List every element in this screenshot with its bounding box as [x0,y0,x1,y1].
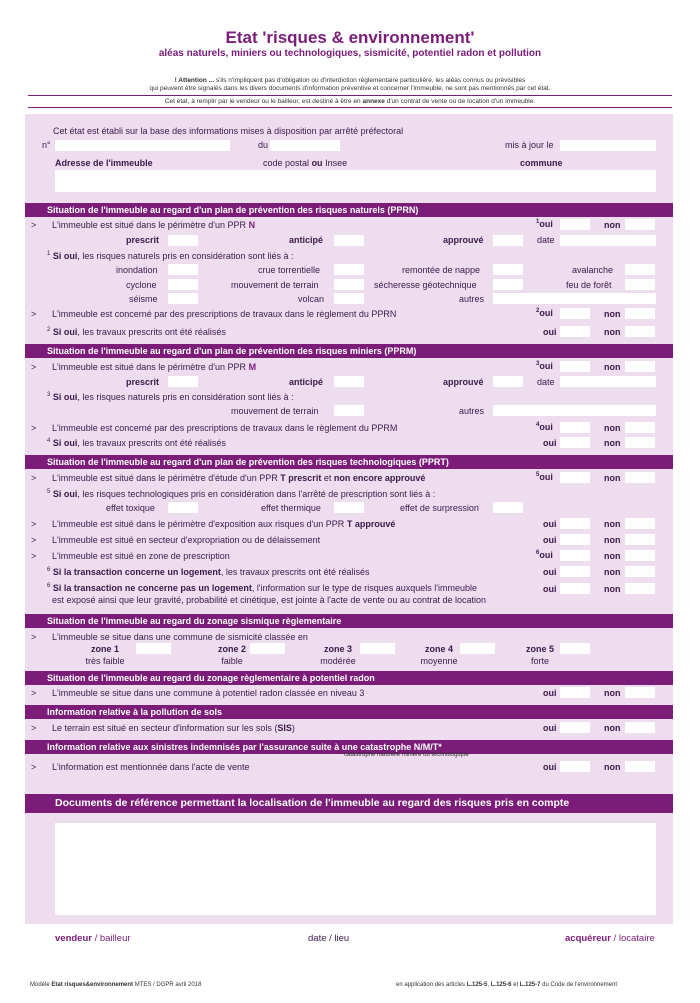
arrete-number-field[interactable] [55,140,230,151]
pprn-si-oui-label: Si oui [52,251,78,261]
pprm-risk-mouvement-box[interactable] [334,405,364,416]
risk-mouvement: mouvement de terrain [231,280,319,290]
zone-3-level: modérée [320,656,356,666]
pprt-q1-oui [536,472,553,482]
pprn-anticipe: anticipé [289,235,324,245]
pprn-q2-marker: > [31,309,37,319]
risk-avalanche-box[interactable] [625,264,655,275]
cp-ou: ou [311,158,323,168]
pprm-prescrit-box[interactable] [168,376,198,387]
pprt-si-oui [47,489,435,499]
divider-bottom [28,107,672,108]
radon-marker: > [31,688,37,698]
pprm-q1-oui-box[interactable] [560,361,590,372]
sinistres-heading: Information relative aux sinistres indemnisés par l'assurance suite à une catastrophe N/M/T* [25,740,673,754]
footer-art3: L.125-7 [519,982,541,988]
pprm-risk-mouvement: mouvement de terrain [231,406,319,416]
pprm-q3-text: , les travaux prescrits ont été réalisés [77,438,226,448]
pprm-q1-non-box[interactable] [625,361,655,372]
risk-avalanche: avalanche [572,265,614,275]
signature-acquereur-label: acquéreur [565,933,611,944]
pprt-q6-non: non [604,584,621,594]
radon-non: non [604,688,621,698]
pprt-q1-non-box[interactable] [625,472,655,483]
pprn-q3-non-box[interactable] [625,326,655,337]
maj-date-field[interactable] [560,140,656,151]
risk-autres-field[interactable] [493,293,656,304]
pprn-si-oui-text: , les risques naturels pris en considération sont liés à : [77,251,294,261]
zone-4-box[interactable] [460,643,495,654]
sols-oui-box[interactable] [560,722,590,733]
pprn-heading: Situation de l'immeuble au regard d'un plan de prévention des risques naturels (PPRN) [25,203,673,217]
pprt-q2 [52,519,395,529]
pprn-approuve-box[interactable] [493,235,523,246]
pprt-q5-non-box[interactable] [625,566,655,577]
maj-label: mis à jour le [505,140,554,150]
pprn-q3-non: non [604,327,621,337]
etat-note-annexe: annexe [362,98,385,105]
footer-art2: L.125-6 [490,982,512,988]
risk-crue: crue torrentielle [258,265,321,275]
pprn-q1 [52,220,255,230]
commune-label: commune [520,158,563,168]
pprn-q1-text: L'immeuble est situé dans le périmètre d'un PPR [52,220,247,230]
pprm-q3-oui: oui [543,438,557,448]
pprt-q1-oui-box[interactable] [560,472,590,483]
cp-insee: Insee [325,158,348,168]
signature-vendeur [55,933,131,944]
pprm-q2-note: 4 [536,422,540,428]
pprt-q4-oui [536,550,553,560]
risk-nappe: remontée de nappe [402,265,481,275]
risk-mouvement-box[interactable] [334,279,364,290]
pprn-q1-oui-text: oui [539,219,553,229]
pprt-q1-b: T prescrit [280,473,322,483]
sinistres-oui: oui [543,762,557,772]
pprt-q2-b: T approuvé [346,519,396,529]
pprt-q1-a: L'immeuble est situé dans le périmètre d'étude d'un PPR [52,473,278,483]
footer-et: et [513,982,519,988]
pprn-q3-bold: Si oui [52,327,78,337]
documents-heading: Documents de référence permettant la localisation de l'immeuble au regard des risques pris en compte [25,794,673,813]
pprt-q2-non: non [604,519,621,529]
etat-note-a: Cet état, à remplir par le vendeur ou le bailleur, est destiné à être en [164,98,361,105]
pprm-date-label: date [537,377,555,387]
pprn-si-oui-note: 1 [47,251,51,257]
pprm-q3-oui-box[interactable] [560,437,590,448]
signature-vendeur-label: vendeur [55,933,92,944]
risk-seisme: séisme [129,294,158,304]
pprt-q2-oui: oui [543,519,557,529]
zone-4: zone 4 [424,644,453,654]
pprm-date-field[interactable] [560,376,656,387]
pprm-risk-autres-field[interactable] [493,405,656,416]
adresse-field[interactable] [55,170,656,192]
cp-text: code postal [263,158,310,168]
pprm-q3-note: 4 [47,438,51,444]
arrete-date-field[interactable] [270,140,340,151]
pprm-risk-autres: autres [459,406,485,416]
attention-note [40,77,660,93]
pprn-q3 [47,327,226,337]
pprt-q3-non: non [604,535,621,545]
pprm-q1-note: 3 [536,361,540,367]
pprt-q5-bold: Si la transaction concerne un logement [52,567,221,577]
pprn-q1-letter: N [248,220,256,230]
zone-3-box[interactable] [360,643,395,654]
pprm-q2-oui-box[interactable] [560,422,590,433]
pprn-q2-oui-text: oui [539,308,553,318]
footer-left-c: MTES / DGPR avril 2018 [134,982,202,988]
footer-left [30,982,201,988]
risk-volcan: volcan [298,294,325,304]
zone-4-level: moyenne [420,656,458,666]
footer-right-a: en application des articles [396,982,466,988]
pprm-q1-oui [536,361,553,371]
pprt-risk-surpression: effet de surpression [400,503,479,513]
pprt-heading: Situation de l'immeuble au regard d'un plan de prévention des risques technologiques (PPRT) [25,455,673,469]
documents-field[interactable] [55,823,656,915]
sols-q-text: Le terrain est situé en secteur d'information sur les sols ( [52,723,278,733]
pprn-date-field[interactable] [560,235,656,246]
attention-label: ! Attention ... [174,77,215,84]
radon-oui-box[interactable] [560,687,590,698]
pprt-q3-oui: oui [543,535,557,545]
page-title: Etat 'risques & environnement' [225,28,475,47]
sismique-q: L'immeuble se situe dans une commune de sismicité classée en [52,632,308,642]
sols-q [52,723,295,733]
pprn-q2: L'immeuble est concerné par des prescriptions de travaux dans le règlement du PPRN [52,309,397,319]
pprm-si-oui-label: Si oui [52,392,78,402]
pprn-q3-text: , les travaux prescrits ont été réalisés [77,327,226,337]
pprm-q1-non: non [604,362,621,372]
zone-5-level: forte [530,656,549,666]
pprm-q1 [52,362,256,372]
pprn-prescrit: prescrit [126,235,160,245]
sinistres-oui-box[interactable] [560,761,590,772]
pprt-q2-marker: > [31,519,37,529]
sinistres-non-box[interactable] [625,761,655,772]
sinistres-marker: > [31,762,37,772]
footer-right-b: du Code de l'environnement [542,982,618,988]
pprt-q5-oui-box[interactable] [560,566,590,577]
pprt-si-oui-note: 5 [47,489,51,495]
pprt-q6-bold: Si la transaction ne concerne pas un logement [52,583,252,593]
pprm-si-oui-note: 3 [47,392,51,398]
pprm-q2-marker: > [31,423,37,433]
sinistres-q: L'information est mentionnée dans l'acte de vente [52,762,250,772]
pprn-q1-oui-box[interactable] [560,219,590,230]
pprt-q1 [52,473,425,483]
pprn-approuve: approuvé [443,235,484,245]
radon-q: L'immeuble se situe dans une commune à potentiel radon classée en niveau 3 [52,688,365,698]
arrete-number-label: n° [42,140,51,150]
footer-left-b: Etat risques&environnement [51,982,134,988]
pprt-q5-note: 6 [47,567,51,573]
zone-5: zone 5 [525,644,554,654]
pprt-q1-note: 5 [536,472,540,478]
risk-cyclone: cyclone [126,280,157,290]
etat-note-b: d'un contrat de vente ou de location d'un immeuble. [386,98,536,105]
pprt-risk-thermique: effet thermique [261,503,321,513]
pprt-risk-toxique-box[interactable] [168,502,198,513]
pprn-q3-oui-box[interactable] [560,326,590,337]
risk-inondation-box[interactable] [168,264,198,275]
risk-autres: autres [459,294,485,304]
sismique-marker: > [31,632,37,642]
pprn-prescrit-box[interactable] [168,235,198,246]
pprt-q6 [47,583,477,593]
pprt-q2-oui-box[interactable] [560,518,590,529]
risk-feu-box[interactable] [625,279,655,290]
risk-seisme-box[interactable] [168,293,198,304]
arrete-date-label: du [258,140,269,150]
adresse-label: Adresse de l'immeuble [55,158,153,168]
zone-2-level: faible [221,656,243,666]
zone-2: zone 2 [217,644,246,654]
sols-heading: Information relative à la pollution de sols [25,705,673,719]
pprn-q3-oui: oui [543,327,557,337]
cp-label [263,158,347,168]
risk-cyclone-box[interactable] [168,279,198,290]
zone-1-box[interactable] [136,643,171,654]
pprm-q1-oui-text: oui [539,361,553,371]
intro-line: Cet état est établi sur la base des informations mises à disposition par arrêté préfectoral [53,126,404,136]
signature-acquereur [565,933,655,944]
pprm-q3-bold: Si oui [52,438,78,448]
pprn-q1-note: 1 [536,219,540,225]
pprt-q4-marker: > [31,551,37,561]
pprt-q4-non-box[interactable] [625,550,655,561]
signature-date-lieu: date / lieu [308,933,350,944]
risk-volcan-box[interactable] [334,293,364,304]
footer-art1: L.125-5 [466,982,488,988]
pprn-q2-non-box[interactable] [625,308,655,319]
pprm-q2: L'immeuble est concerné par des prescriptions de travaux dans le règlement du PPRM [52,423,398,433]
page-subtitle: aléas naturels, miniers ou technologiques, sismicité, potentiel radon et pollution [158,48,542,59]
pprn-q1-non: non [604,220,621,230]
etat-note [0,98,700,105]
pprt-q4-oui-text: oui [539,550,553,560]
divider-top [28,95,672,96]
zone-1-level: très faible [85,656,125,666]
pprn-si-oui [47,251,293,261]
pprm-q3-non-box[interactable] [625,437,655,448]
radon-non-box[interactable] [625,687,655,698]
pprm-q1-letter: M [248,362,257,372]
pprt-q4: L'immeuble est situé en zone de prescription [52,551,230,561]
pprt-q2-a: L'immeuble est situé dans le périmètre d'exposition aux risques d'un PPR [52,519,345,529]
pprt-q1-d: non encore approuvé [333,473,426,483]
pprt-q3: L'immeuble est situé en secteur d'expropriation ou de délaissement [52,535,321,545]
pprt-q5 [47,567,369,577]
pprn-q2-oui [536,308,553,318]
pprn-date-label: date [537,235,555,245]
pprt-q2-non-box[interactable] [625,518,655,529]
footer-left-a: Modèle [30,982,50,988]
sinistres-non: non [604,762,621,772]
pprn-q3-note: 2 [47,327,51,333]
risk-nappe-box[interactable] [493,264,523,275]
pprt-q1-non: non [604,473,621,483]
pprt-risk-surpression-box[interactable] [493,502,523,513]
pprm-q3 [47,438,226,448]
pprt-q3-marker: > [31,535,37,545]
risk-inondation: inondation [116,265,158,275]
sols-oui: oui [543,723,557,733]
pprn-q1-oui [536,219,553,229]
pprm-q1-text: L'immeuble est situé dans le périmètre d'un PPR [52,362,247,372]
pprm-heading: Situation de l'immeuble au regard d'un plan de prévention des risques miniers (PPRM) [25,344,673,358]
pprt-q1-marker: > [31,473,37,483]
pprt-si-oui-text: , les risques technologiques pris en considération dans l'arrêté de prescription sont liés à : [77,489,436,499]
sols-sis: SIS [277,723,292,733]
pprn-q2-non: non [604,309,621,319]
pprt-q6-note: 6 [47,583,51,589]
sismique-heading: Situation de l'immeuble au regard du zonage sismique règlementaire [25,614,673,628]
pprt-q6-oui: oui [543,584,557,594]
pprt-q1-c: et [323,473,332,483]
signature-locataire-label: / locataire [613,933,655,944]
risk-secheresse: sécheresse géotechnique [374,280,477,290]
sinistres-note: * catastrophe naturelle minière ou technologique [340,752,469,758]
pprm-si-oui [47,392,293,402]
pprm-anticipe-box[interactable] [334,376,364,387]
pprt-q5-oui: oui [543,567,557,577]
sols-non: non [604,723,621,733]
pprt-q6-oui-box[interactable] [560,583,590,594]
pprn-q2-note: 2 [536,308,540,314]
sols-q-end: ) [291,723,295,733]
pprt-q4-non: non [604,551,621,561]
radon-oui: oui [543,688,557,698]
signature-bailleur-label: / bailleur [94,933,131,944]
pprn-q1-marker: > [31,220,37,230]
pprt-q6-text: , l'information sur le type de risques auxquels l'immeuble [251,583,477,593]
pprm-anticipe: anticipé [289,377,324,387]
zone-2-box[interactable] [250,643,285,654]
pprt-q6-non-box[interactable] [625,583,655,594]
pprm-q2-oui-text: oui [539,422,553,432]
pprt-q6-line2: est exposé ainsi que leur gravité, probabilité et cinétique, est jointe à l'acte de vente ou au contrat de location [52,595,486,605]
pprm-q2-non: non [604,423,621,433]
pprt-q3-non-box[interactable] [625,534,655,545]
pprm-q2-non-box[interactable] [625,422,655,433]
pprt-risk-thermique-box[interactable] [334,502,364,513]
pprt-q4-oui-box[interactable] [560,550,590,561]
radon-heading: Situation de l'immeuble au regard du zonage règlementaire à potentiel radon [25,671,673,685]
sols-marker: > [31,723,37,733]
attention-line-1: s'ils n'impliquent pas d'obligation ou d'interdiction réglementaire particulière, les aléas connus ou prévisibles [215,77,526,84]
pprm-q3-non: non [604,438,621,448]
zone-1: zone 1 [90,644,119,654]
pprt-si-oui-label: Si oui [52,489,78,499]
pprn-anticipe-box[interactable] [334,235,364,246]
pprt-risk-toxique: effet toxique [106,503,155,513]
pprt-q5-text: , les travaux prescrits ont été réalisés [220,567,370,577]
attention-line-2: qui peuvent être signalés dans les divers documents d'information préventive et concerner l'immeuble, ne sont pas mentionnés par cet état. [149,85,551,92]
risk-secheresse-box[interactable] [493,279,523,290]
risk-crue-box[interactable] [334,264,364,275]
zone-3: zone 3 [323,644,352,654]
pprt-q4-note: 6 [536,550,540,556]
sols-non-box[interactable] [625,722,655,733]
pprm-approuve: approuvé [443,377,484,387]
pprm-q1-marker: > [31,362,37,372]
pprn-q1-non-box[interactable] [625,219,655,230]
footer-right: en application des articles L.125-5, L.125-6 et L.125-7 du Code de l'environnement [396,982,618,988]
pprt-q1-oui-text: oui [539,472,553,482]
pprt-q3-oui-box[interactable] [560,534,590,545]
risk-feu: feu de forêt [566,280,612,290]
pprm-prescrit: prescrit [126,377,160,387]
pprn-q2-oui-box[interactable] [560,308,590,319]
zone-5-box[interactable] [560,643,590,654]
pprm-q2-oui [536,422,553,432]
pprm-approuve-box[interactable] [493,376,523,387]
pprm-si-oui-text: , les risques naturels pris en considération sont liés à : [77,392,294,402]
pprt-q5-non: non [604,567,621,577]
